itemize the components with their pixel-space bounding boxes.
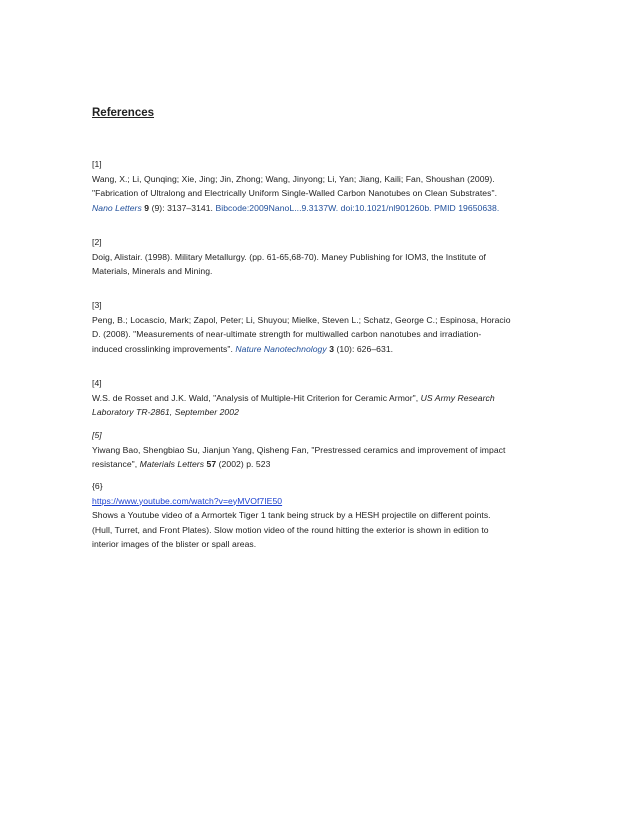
reference-line: Peng, B.; Locascio, Mark; Zapol, Peter; Li, Shuyou; Mielke, Steven L.; Schatz, George C.; Espinosa, Horacio [92,314,511,325]
reference-number: [3] [92,300,102,310]
journal-issue-pages: (10): 626–631. [336,343,394,354]
bibcode-link[interactable]: Bibcode:2009NanoL...9.3137W. [215,202,339,213]
journal-name[interactable]: Nature Nanotechnology [235,343,327,354]
doi-link[interactable]: doi:10.1021/nl901260b. [340,202,432,213]
reference-number: [4] [92,378,102,388]
references-heading: References [92,107,155,119]
reference-citation [92,457,552,472]
reference-title: "Fabrication of Ultralong and Electrically Uniform Single-Walled Carbon Nanotubes on Clean Substrates". [92,188,498,198]
reference-number: [2] [92,237,102,247]
journal-issue-pages: (9): 3137–3141. [151,202,213,213]
reference-2 [92,235,552,279]
reference-citation [92,391,552,406]
pmid-link[interactable]: PMID 19650638. [434,202,500,213]
journal-name: Materials Letters [139,459,205,469]
reference-line: Doig, Alistair. (1998). Military Metallurgy. (pp. 61-65,68-70). Maney Publishing for IOM3, the Institute of [92,251,486,262]
reference-number: {6} [92,481,103,491]
reference-line: Yiwang Bao, Shengbiao Su, Jianjun Yang, Qisheng Fan, "Prestressed ceramics and improvement of impact [92,444,506,455]
reference-6 [92,479,552,552]
reference-text: W.S. de Rosset and J.K. Wald, "Analysis of Multiple-Hit Criterion for Ceramic Armor", [92,392,419,403]
reference-line: D. (2008). "Measurements of near-ultimate strength for multiwalled carbon nanotubes and irradiation- [92,329,482,339]
reference-text: induced crosslinking improvements". [92,343,233,354]
reference-3 [92,298,552,356]
reference-citation [92,201,552,216]
journal-volume: 3 [329,343,335,354]
reference-text: resistance", [92,459,138,469]
reference-line: Shows a Youtube video of a Armortek Tiger 1 tank being struck by a HESH projectile on different points. [92,510,491,520]
reference-4 [92,376,552,420]
journal-year-pages: (2002) p. 523 [218,459,271,469]
reference-1 [92,157,552,215]
reference-citation [92,342,552,357]
reference-line: interior images of the blister or spall areas. [92,539,257,549]
reference-source: Laboratory TR-2861, September 2002 [92,407,239,417]
reference-line: Materials, Minerals and Mining. [92,266,213,276]
reference-5 [92,428,552,472]
youtube-link[interactable]: https://www.youtube.com/watch?v=eyMVOf7IE50 [92,495,283,506]
reference-number: [5] [92,430,102,440]
journal-name[interactable]: Nano Letters [92,202,142,213]
reference-line: (Hull, Turret, and Front Plates). Slow motion video of the round hitting the exterior is shown in edition to [92,524,489,535]
journal-volume: 57 [206,459,217,469]
reference-source: US Army Research [420,392,495,403]
journal-volume: 9 [144,202,150,213]
reference-number: [1] [92,159,102,169]
reference-authors: Wang, X.; Li, Qunqing; Xie, Jing; Jin, Zhong; Wang, Jinyong; Li, Yan; Jiang, Kaili; Fan, Shoushan (2009). [92,173,495,184]
